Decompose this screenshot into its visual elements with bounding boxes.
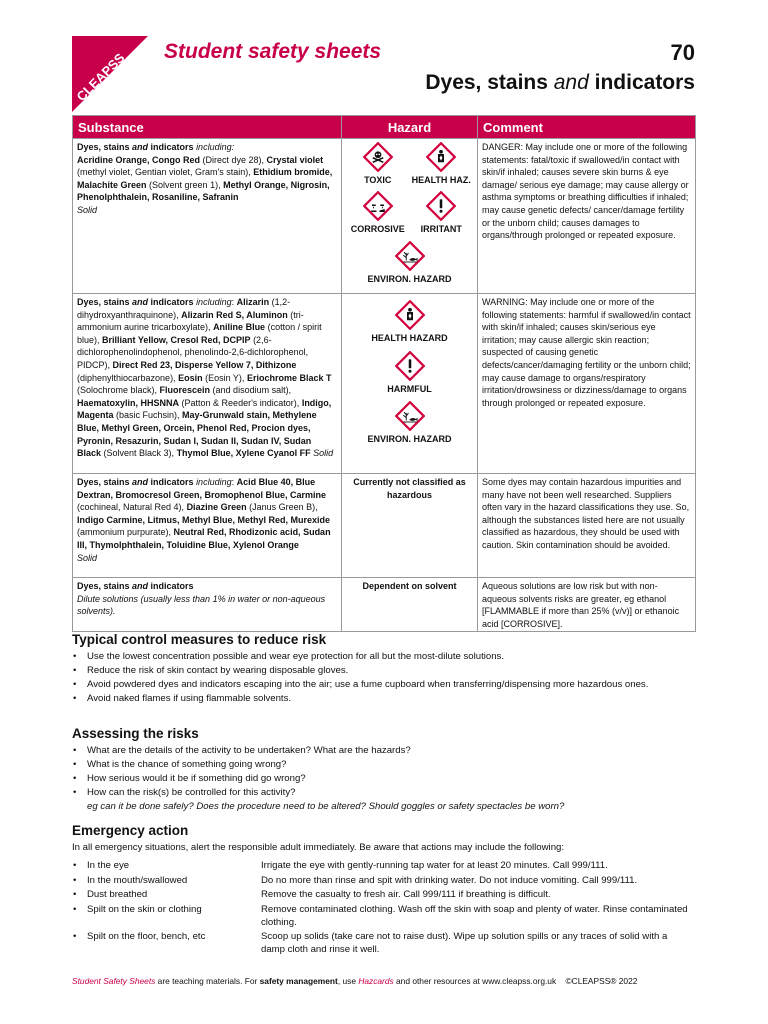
- assessing-section: [72, 726, 702, 814]
- comment-cell: DANGER: May include one or more of the following statements: fatal/toxic if swallowed/in contact with skin/if inhaled; causes severe skin burns & eye damage/ serious eye damage; may cause allergy or asthma symptoms or breathing difficulties if inhaled; may cause genetic defects/ cancer/damage fertility or the unborn child; causes damages to organs/through prolonged or repeated exposure.: [478, 139, 696, 294]
- list-item: • Avoid powdered dyes and indicators escaping into the air; use a fume cupboard when transferring/dispensing more hazardous ones.: [72, 678, 702, 692]
- health-hazard-icon: [426, 142, 456, 172]
- hazard-label: TOXIC: [364, 175, 392, 185]
- emergency-situation: • Spilt on the skin or clothing: [72, 903, 261, 931]
- environment-hazard-icon: [395, 241, 425, 271]
- list-item: • What are the details of the activity to be undertaken? What are the hazards?: [72, 744, 702, 758]
- comment-cell: Some dyes may contain hazardous impurities and many have not been well researched. Suppliers often vary in the hazard classifications they use. So, although the substances listed here are not usually classified as hazardous, they should be used with caution. Skin contamination should be avoided.: [478, 474, 696, 578]
- hazard-label: ENVIRON. HAZARD: [367, 434, 452, 445]
- table-row: [73, 294, 696, 474]
- emergency-action: Remove the casualty to fresh air. Call 999/111 if breathing is difficult.: [261, 889, 551, 900]
- emergency-action: Scoop up solids (take care not to raise dust). Wipe up solution spills or any traces of solid with a damp cloth and rinse it well.: [261, 931, 668, 955]
- page-subtitle: Dyes, stains and indicators: [425, 71, 695, 94]
- section-heading: Assessing the risks: [72, 726, 199, 741]
- control-measures-section: [72, 632, 702, 706]
- emergency-action: Irrigate the eye with gently-running tap water for at least 20 minutes. Call 999/111.: [261, 860, 608, 871]
- irritant-icon: [426, 191, 456, 221]
- col-header-hazard: Hazard: [342, 116, 478, 139]
- list-item: • How serious would it be if something did go wrong?: [72, 772, 702, 786]
- sheet-number: 70: [670, 40, 695, 65]
- table-row: [72, 874, 692, 889]
- list-item: • Reduce the risk of skin contact by wearing disposable gloves.: [72, 664, 702, 678]
- corrosive-icon: [363, 191, 393, 221]
- page-footer: Student Safety Sheets are teaching materials. For safety management, use Hazcards and other resources at www.cleapss.org.uk ©CLEAPSS® 2022: [72, 976, 638, 986]
- hazard-label: CORROSIVE: [350, 223, 405, 234]
- list-item: • Use the lowest concentration possible and wear eye protection for all but the most-dilute solutions.: [72, 650, 702, 664]
- section-heading: Emergency action: [72, 823, 189, 838]
- list-item: • What is the chance of something going wrong?: [72, 758, 702, 772]
- hazard-cell: [342, 139, 478, 294]
- table-row: [73, 474, 696, 578]
- substance-cell: Dyes, stains and indicators Dilute solutions (usually less than 1% in water or non-aqueous solvents).: [73, 578, 342, 632]
- substance-cell: Dyes, stains and indicators including: Alizarin (1,2-dihydroxyanthraquinone), Alizarin Red S, Aluminon (tri-ammonium aurine tricarboxylate), Aniline Blue (cotton / spirit blue), Brilliant Yellow, Cresol Red, DCPIP (2,6-dichlorophenolindophenol, phenolindo-2,6-dichlorophenol, PIDCP), Direct Red 23, Disperse Yellow 7, Dithizone (diphenylthiocarbazone), Eosin (Eosin Y), Eriochrome Black T (Solochrome black), Fluorescein (and disodium salt), Haematoxylin, HHSNNA (Patton & Reeder's indicator), Indigo, Magenta (basic Fuchsin), May-Grunwald stain, Methylene Blue, Methyl Green, Orcein, Phenol Red, Procion dyes, Pyronin, Resazurin, Sudan I, Sudan II, Sudan IV, Sudan Black (Solvent Black 3), Thymol Blue, Xylene Cyanol FF Solid: [73, 294, 342, 474]
- hazard-cell: Currently not classified as hazardous: [342, 474, 478, 578]
- table-header-row: [73, 116, 696, 139]
- hazard-cell: Dependent on solvent: [342, 578, 478, 632]
- harmful-icon: [395, 351, 425, 381]
- hazard-label: HARMFUL: [387, 383, 432, 394]
- comment-cell: WARNING: May include one or more of the following statements: harmful if swallowed/in contact with skin/if inhaled; causes skin/serious eye irritation; may cause allergic skin reaction; suspected of causing genetic defects/cancer/damaging fertility or the unborn child; may cause damage to organs/respiratory irritation/drowsiness or dizziness/damage to organs through prolonged or repeated exposure.: [478, 294, 696, 474]
- hazard-label: ENVIRON. HAZARD: [367, 274, 452, 285]
- table-row: [72, 903, 692, 931]
- emergency-action: Do no more than rinse and spit with drinking water. Do not induce vomiting. Call 999/111.: [261, 874, 638, 886]
- page-title: Student safety sheets: [164, 40, 382, 63]
- emergency-situation: • In the eye: [72, 859, 261, 874]
- comment-cell: Aqueous solutions are low risk but with non-aqueous solvents risks are greater, eg ethanol [FLAMMABLE if more than 25% (v/v)] or ethanoic acid [CORROSIVE].: [478, 578, 696, 632]
- emergency-intro: In all emergency situations, alert the responsible adult immediately. Be aware that actions may include the following:: [72, 842, 565, 853]
- col-header-substance: Substance: [73, 116, 342, 139]
- table-row: [72, 859, 692, 874]
- hazard-label: HEALTH HAZ.: [411, 175, 471, 185]
- list-item: • How can the risk(s) be controlled for this activity?: [72, 786, 702, 800]
- col-header-comment: Comment: [478, 116, 696, 139]
- environment-hazard-icon: [395, 401, 425, 431]
- table-row: [72, 888, 692, 903]
- assessing-note: eg can it be done safely? Does the procedure need to be altered? Should goggles or safety spectacles be worn?: [87, 801, 565, 812]
- hazard-cell: [342, 294, 478, 474]
- table-row: [73, 578, 696, 632]
- health-hazard-icon: [395, 300, 425, 330]
- emergency-situation: • Dust breathed: [72, 888, 261, 903]
- copyright: ©CLEAPSS® 2022: [565, 976, 638, 986]
- hazard-label: HEALTH HAZARD: [371, 333, 448, 343]
- emergency-action: Remove contaminated clothing. Wash off the skin with soap and plenty of water. Rinse contaminated clothing.: [261, 903, 688, 928]
- toxic-icon: [363, 142, 393, 172]
- table-row: [73, 139, 696, 294]
- table-row: [72, 930, 692, 958]
- emergency-situation: • Spilt on the floor, bench, etc: [72, 930, 261, 958]
- assessing-list: [72, 744, 702, 800]
- hazard-table: [72, 115, 696, 632]
- control-list: [72, 650, 702, 706]
- emergency-table: [72, 859, 692, 958]
- emergency-situation: • In the mouth/swallowed: [72, 874, 261, 889]
- emergency-section: [72, 823, 702, 958]
- list-item: • Avoid naked flames if using flammable solvents.: [72, 692, 702, 706]
- hazard-label: IRRITANT: [420, 223, 462, 234]
- substance-cell: Dyes, stains and indicators including: Acid Blue 40, Blue Dextran, Bromocresol Green, Bromophenol Blue, Carmine (cochineal, Natural Red 4), Diazine Green (Janus Green B), Indigo Carmine, Litmus, Methyl Blue, Methyl Red, Murexide (ammonium purpurate), Neutral Red, Rhodizonic acid, Sudan III, Thymolphthalein, Toluidine Blue, Xylenol Orange Solid: [73, 474, 342, 578]
- cleapss-logo: [72, 36, 148, 112]
- section-heading: Typical control measures to reduce risk: [72, 632, 327, 647]
- logo-text: CLEAPSS: [73, 50, 128, 105]
- substance-cell: Dyes, stains and indicators including: Acridine Orange, Congo Red (Direct dye 28), Crystal violet (methyl violet, Gentian violet, Gram's stain), Ethidium bromide, Malachite Green (Solvent green 1), Methyl Orange, Nigrosin, Phenolphthalein, Rosaniline, Safranin Solid: [73, 139, 342, 294]
